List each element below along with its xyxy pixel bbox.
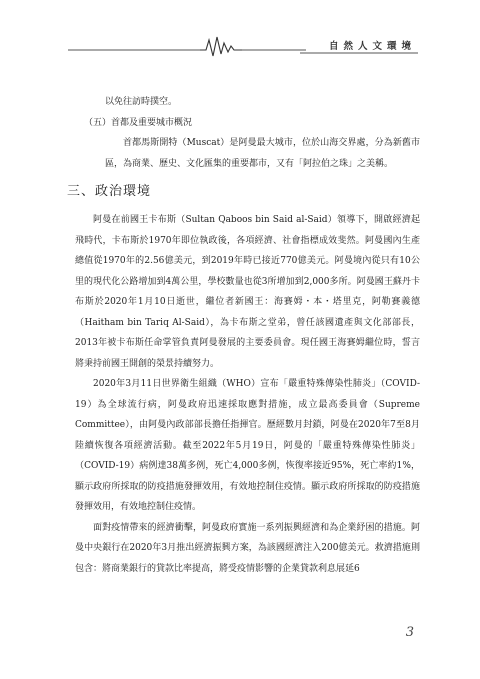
- page-body: [67, 92, 420, 579]
- subsection-heading: （五）首都及重要城市概況: [84, 117, 193, 128]
- continued-line: 以免往訪時撲空。: [105, 97, 178, 107]
- page-number: 3: [405, 625, 414, 640]
- subsection-paragraph: 首都馬斯開特（Muscat）是阿曼最大城市，位於山海交界處，分為新舊市區，為商業、歷史、文化匯集的重要都市，又有「阿拉伯之珠」之美稱。: [105, 138, 420, 169]
- body-paragraph: 面對疫情帶來的經濟衝擊，阿曼政府實施一系列振興經濟和為企業紓困的措施。阿曼中央銀行在2020年3月推出經濟振興方案，為該國經濟注入200億美元。救濟措施則包含：將商業銀行的貸款比率提高，將受疫情影響的企業貸款利息展延6: [75, 522, 420, 574]
- header-section-label: 自然人文環境: [328, 41, 416, 52]
- running-header: [68, 34, 418, 58]
- body-paragraph: 2020年3月11日世界衛生組織（WHO）宣布「嚴重特殊傳染性肺炎」（COVID-19）為全球流行病，阿曼政府迅速採取應對措施，成立最高委員會（Supreme Committee），由阿曼內政部部長擔任指揮官。歷經數月封鎖，阿曼在2020年7至8月陸續恢復各項經濟活動。截至2022年5月19日，阿曼的「嚴重特殊傳染性肺炎」（COVID-19）病例達38萬多例，死亡4,000多例，恢復率接近95%，死亡率約1%，顯示政府所採取的防疫措施發揮效用，有效地控制住疫情。顯示政府所採取的防疫措施發揮效用，有效地控制住疫情。: [75, 379, 420, 512]
- section-heading: 三、政治環境: [67, 184, 152, 199]
- body-paragraph: 阿曼在前國王卡布斯（Sultan Qaboos bin Said al-Said）領導下，開啟經濟起飛時代，卡布斯於1970年即位執政後，各項經濟、社會指標成效斐然。阿曼國內生產總值從1970年的2.56億美元，到2019年時已接近770億美元。阿曼境內從只有10公里的現代化公路增加到4萬公里，學校數量也從3所增加到2,000多所。阿曼國王蘇丹卡布斯於2020年1月10日逝世，繼位者新國王：海賽姆・本・塔里克，阿勒賽義德（Haitham bin Tariq Al-Said），為卡布斯之堂弟，曾任該國遺產與文化部部長，2013年被卡布斯任命掌管負責阿曼發展的主要委員會。現任國王海賽姆繼位時，誓言將秉持前國王開創的榮景持續努力。: [75, 215, 420, 369]
